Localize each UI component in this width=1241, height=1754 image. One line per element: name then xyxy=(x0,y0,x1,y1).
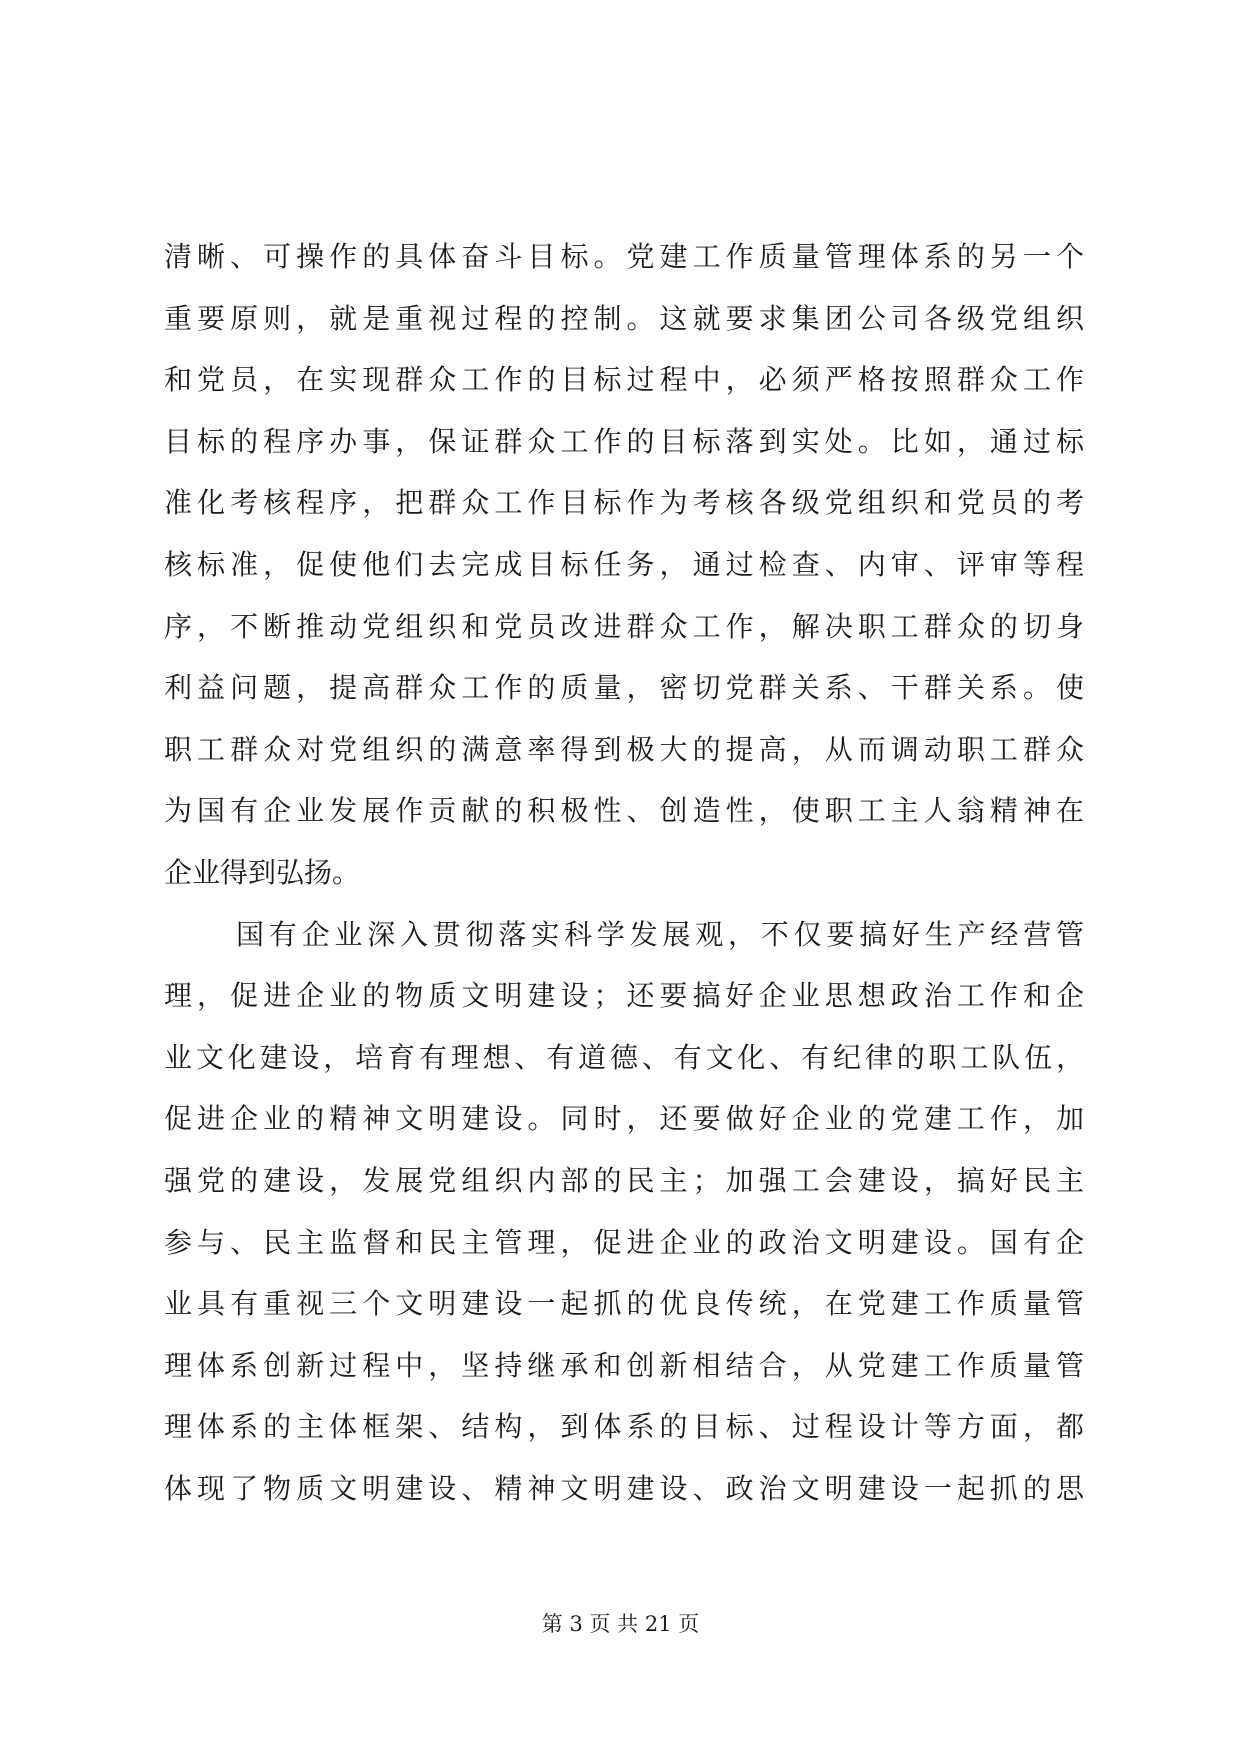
paragraph-line: 参与、民主监督和民主管理，促进企业的政治文明建设。国有企 xyxy=(164,1225,1084,1259)
paragraph-line: 职工群众对党组织的满意率得到极大的提高，从而调动职工群众 xyxy=(164,732,1084,766)
page-number-footer: 第 3 页 共 21 页 xyxy=(541,1612,700,1636)
paragraph-line: 重要原则，就是重视过程的控制。这就要求集团公司各级党组织 xyxy=(164,301,1084,335)
paragraph-line: 强党的建设，发展党组织内部的民主；加强工会建设，搞好民主 xyxy=(164,1163,1084,1197)
paragraph-line: 促进企业的精神文明建设。同时，还要做好企业的党建工作，加 xyxy=(164,1102,1084,1136)
paragraph-line: 核标准，促使他们去完成目标任务，通过检查、内审、评审等程 xyxy=(164,547,1084,581)
paragraph-line: 和党员，在实现群众工作的目标过程中，必须严格按照群众工作 xyxy=(164,363,1084,397)
paragraph-line: 利益问题，提高群众工作的质量，密切党群关系、干群关系。使 xyxy=(164,671,1084,705)
paragraph-line: 理体系的主体框架、结构，到体系的目标、过程设计等方面，都 xyxy=(164,1410,1084,1444)
paragraph-line: 国有企业深入贯彻落实科学发展观，不仅要搞好生产经营管 xyxy=(236,917,1084,951)
paragraph-line: 业文化建设，培育有理想、有道德、有文化、有纪律的职工队伍， xyxy=(164,1040,1084,1074)
paragraph-line: 业具有重视三个文明建设一起抓的优良传统，在党建工作质量管 xyxy=(164,1287,1084,1321)
paragraph-line: 理，促进企业的物质文明建设；还要搞好企业思想政治工作和企 xyxy=(164,979,1084,1013)
paragraph-line: 清晰、可操作的具体奋斗目标。党建工作质量管理体系的另一个 xyxy=(164,240,1084,273)
paragraph-line: 目标的程序办事，保证群众工作的目标落到实处。比如，通过标 xyxy=(164,424,1084,458)
paragraph-line: 理体系创新过程中，坚持继承和创新相结合，从党建工作质量管 xyxy=(164,1348,1084,1382)
document-body xyxy=(164,226,1084,1519)
paragraph-line: 企业得到弘扬。 xyxy=(164,855,361,889)
paragraph-line: 准化考核程序，把群众工作目标作为考核各级党组织和党员的考 xyxy=(164,486,1084,520)
paragraph-line: 体现了物质文明建设、精神文明建设、政治文明建设一起抓的思 xyxy=(164,1471,1084,1505)
paragraph-line: 为国有企业发展作贡献的积极性、创造性，使职工主人翁精神在 xyxy=(164,794,1084,828)
paragraph-line: 序，不断推动党组织和党员改进群众工作，解决职工群众的切身 xyxy=(164,609,1084,643)
